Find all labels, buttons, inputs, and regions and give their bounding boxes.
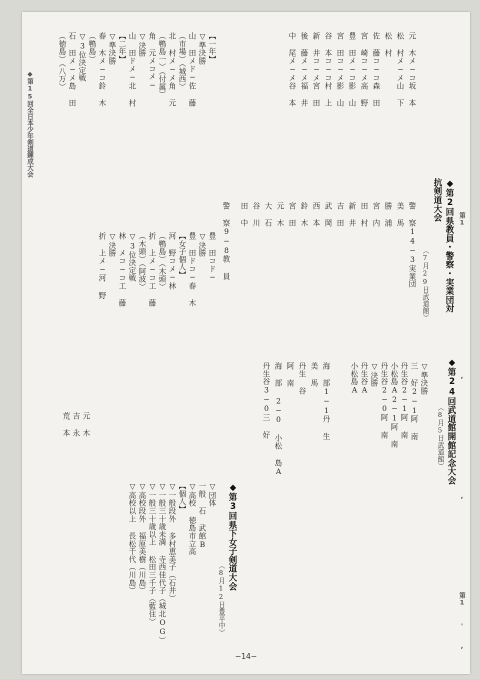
left-result-col: 春 木メ−コ鈴 木 — [98, 32, 107, 107]
result-col: 海 部1−1丹 生 — [322, 362, 331, 441]
result-col: ▽高校 徳島市立高 — [188, 482, 197, 556]
left-result-col: 豊 田コド− — [208, 232, 217, 282]
result-col: 海 部 2−0 小松 島A — [274, 362, 283, 477]
result-col: 警 察14−3実業団 — [408, 202, 417, 288]
left-result-col: 【女子個人】 — [178, 232, 187, 279]
left-result-col: ▽3位決定戦 — [128, 232, 137, 282]
page-number: −14− — [234, 652, 258, 661]
left-result-col: 林 メコ−コ工 藤 — [118, 232, 127, 307]
edge-mark: 第1 — [458, 592, 466, 607]
result-col: 小松島A — [350, 362, 359, 395]
left-result-col: 豊 田ドコ−春 木 — [188, 232, 197, 307]
left-result-col: （徳島）（八万） — [58, 32, 67, 91]
result-col: 丹生谷2−1阿 南 — [400, 362, 409, 439]
left-result-col: ▽決勝 — [108, 232, 117, 257]
edge-mark: , — [458, 642, 466, 650]
result-col: 元 木 — [276, 202, 285, 227]
heading-2nd-tournament-line1: ◆第2回県教員・警察・実業団対 — [445, 178, 455, 314]
result-col: 後 藤メ−メ福 井 — [300, 32, 309, 107]
edge-mark: ' — [458, 622, 466, 630]
result-col: ▽決勝 — [370, 362, 379, 387]
document-page — [22, 12, 470, 674]
side-edge-title: ◆第15回全日本少年剣道錬成大会 — [26, 70, 34, 178]
left-result-col: （木頭）（阿波） — [138, 232, 147, 291]
result-col: 豊 田メ−コ影 山 — [348, 32, 357, 107]
result-col: 元 木 — [82, 412, 91, 437]
heading-3rd-date: （8月12日豊平中） — [217, 562, 225, 637]
result-col: 宮 内 — [372, 202, 381, 227]
result-col: 【個人】 — [178, 482, 187, 514]
result-col: 松 村メ−メ山 下 — [396, 32, 405, 107]
result-col: ▽一般三十歳以上 松田三千子（藍住） — [148, 482, 157, 626]
result-col: 吉 永 — [72, 412, 81, 437]
result-col: 勝 浦 — [384, 202, 393, 227]
heading-3rd-tournament: ◆第3回県下女子剣道大会 — [228, 482, 238, 591]
left-result-col: 折 上メ−河 野 — [98, 232, 107, 300]
result-col: 警 察9−8教 員 — [222, 202, 231, 281]
left-result-col: 石 田メ−メ島 田 — [68, 32, 77, 107]
result-col: 美 馬 — [396, 202, 405, 227]
left-result-col: ▽準決勝 — [198, 32, 207, 65]
edge-mark: , — [458, 372, 466, 380]
result-col: 一般 石 武館B — [198, 482, 207, 550]
result-col: 荒 本 — [62, 412, 71, 437]
result-col: 中 尾メ−メ谷 本 — [288, 32, 297, 107]
result-col: ▽高校段外 福原美樹（川島） — [138, 482, 147, 595]
left-result-col: 山 田メド−佐 藤 — [188, 32, 197, 107]
result-col: 小松島A2−1阿 南 — [390, 362, 399, 448]
result-col: ▽一般三十歳未満 寺西佳代子（城北OG） — [158, 482, 167, 645]
result-col: 宮 田 — [288, 202, 297, 227]
left-result-col: 【一年】 — [208, 32, 217, 64]
result-col: 武 岡 — [324, 202, 333, 227]
result-col: 田 中 — [240, 202, 249, 227]
left-result-col: ▽3位決定戦 — [78, 32, 87, 82]
edge-mark: 第1 — [458, 212, 466, 227]
result-col: 丹生 谷 — [298, 362, 307, 395]
result-col: 丹生谷3−0三 好 — [262, 362, 271, 439]
result-col: 三 好2−1阿 南 — [410, 362, 419, 441]
result-col: 宮 田コ−メ影 山 — [336, 32, 345, 107]
result-col: 阿 南 — [286, 362, 295, 387]
result-col: 田 村 — [360, 202, 369, 227]
left-result-col: 北 村メ−メ角 元 — [168, 32, 177, 107]
left-result-col: （市場）（城西） — [178, 32, 187, 91]
result-col: 新 井コ−メ宮 田 — [312, 32, 321, 107]
result-col: 丹生谷2−0阿 南 — [380, 362, 389, 439]
result-col: 吉 田 — [336, 202, 345, 227]
result-col: 佐 藤コ−コ森 田 — [372, 32, 381, 107]
result-col: 宮 崎コ−メ高 野 — [360, 32, 369, 107]
result-col: 松 村 — [384, 32, 393, 57]
result-col: 美 馬 — [310, 362, 319, 387]
result-col: 大 石 — [264, 202, 273, 227]
result-col: ▽準決勝 — [420, 362, 429, 395]
left-result-col: 河 野コメ−林 — [168, 232, 177, 290]
left-result-col: （鴨島） — [88, 32, 97, 64]
left-result-col: 折 上メ−コ工 藤 — [148, 232, 157, 307]
result-col: ▽一般段外 多村恵美子（石井） — [168, 482, 177, 603]
left-result-col: ▽決勝 — [198, 232, 207, 257]
result-col: ▽高校以上 長松千代（川島） — [128, 482, 137, 595]
left-result-col: 山 田ドメ−北 村 — [128, 32, 137, 107]
heading-24th-tournament: ◆第24回武道館開館記念大会 — [447, 357, 457, 485]
left-result-col: （鴨島）（木頭） — [158, 232, 167, 291]
result-col: 西 本 — [312, 202, 321, 227]
left-result-col: ▽決勝 — [138, 32, 147, 57]
edge-mark: , — [458, 492, 466, 500]
left-result-col: 【二年】 — [118, 32, 127, 64]
left-result-col: 角 元メコメ− — [148, 32, 157, 90]
heading-2nd-date: （7月29日武道館） — [421, 247, 429, 322]
heading-24th-date: （8月5日武道館） — [436, 404, 444, 470]
result-col: 鈴 木 — [300, 202, 309, 227]
result-col: 谷 本コ−コ村 上 — [324, 32, 333, 107]
result-col: 元 木メ−コ坂 本 — [408, 32, 417, 107]
result-col: ▽団体 — [208, 482, 217, 507]
result-col: 丹生谷A — [360, 362, 369, 395]
heading-2nd-tournament-line2: 抗剣道大会 — [433, 178, 443, 222]
result-col: 新 井 — [348, 202, 357, 227]
left-result-col: （鴨島一）（付属） — [158, 32, 167, 99]
left-result-col: ▽準決勝 — [108, 32, 117, 65]
result-col: 谷 川 — [252, 202, 261, 227]
